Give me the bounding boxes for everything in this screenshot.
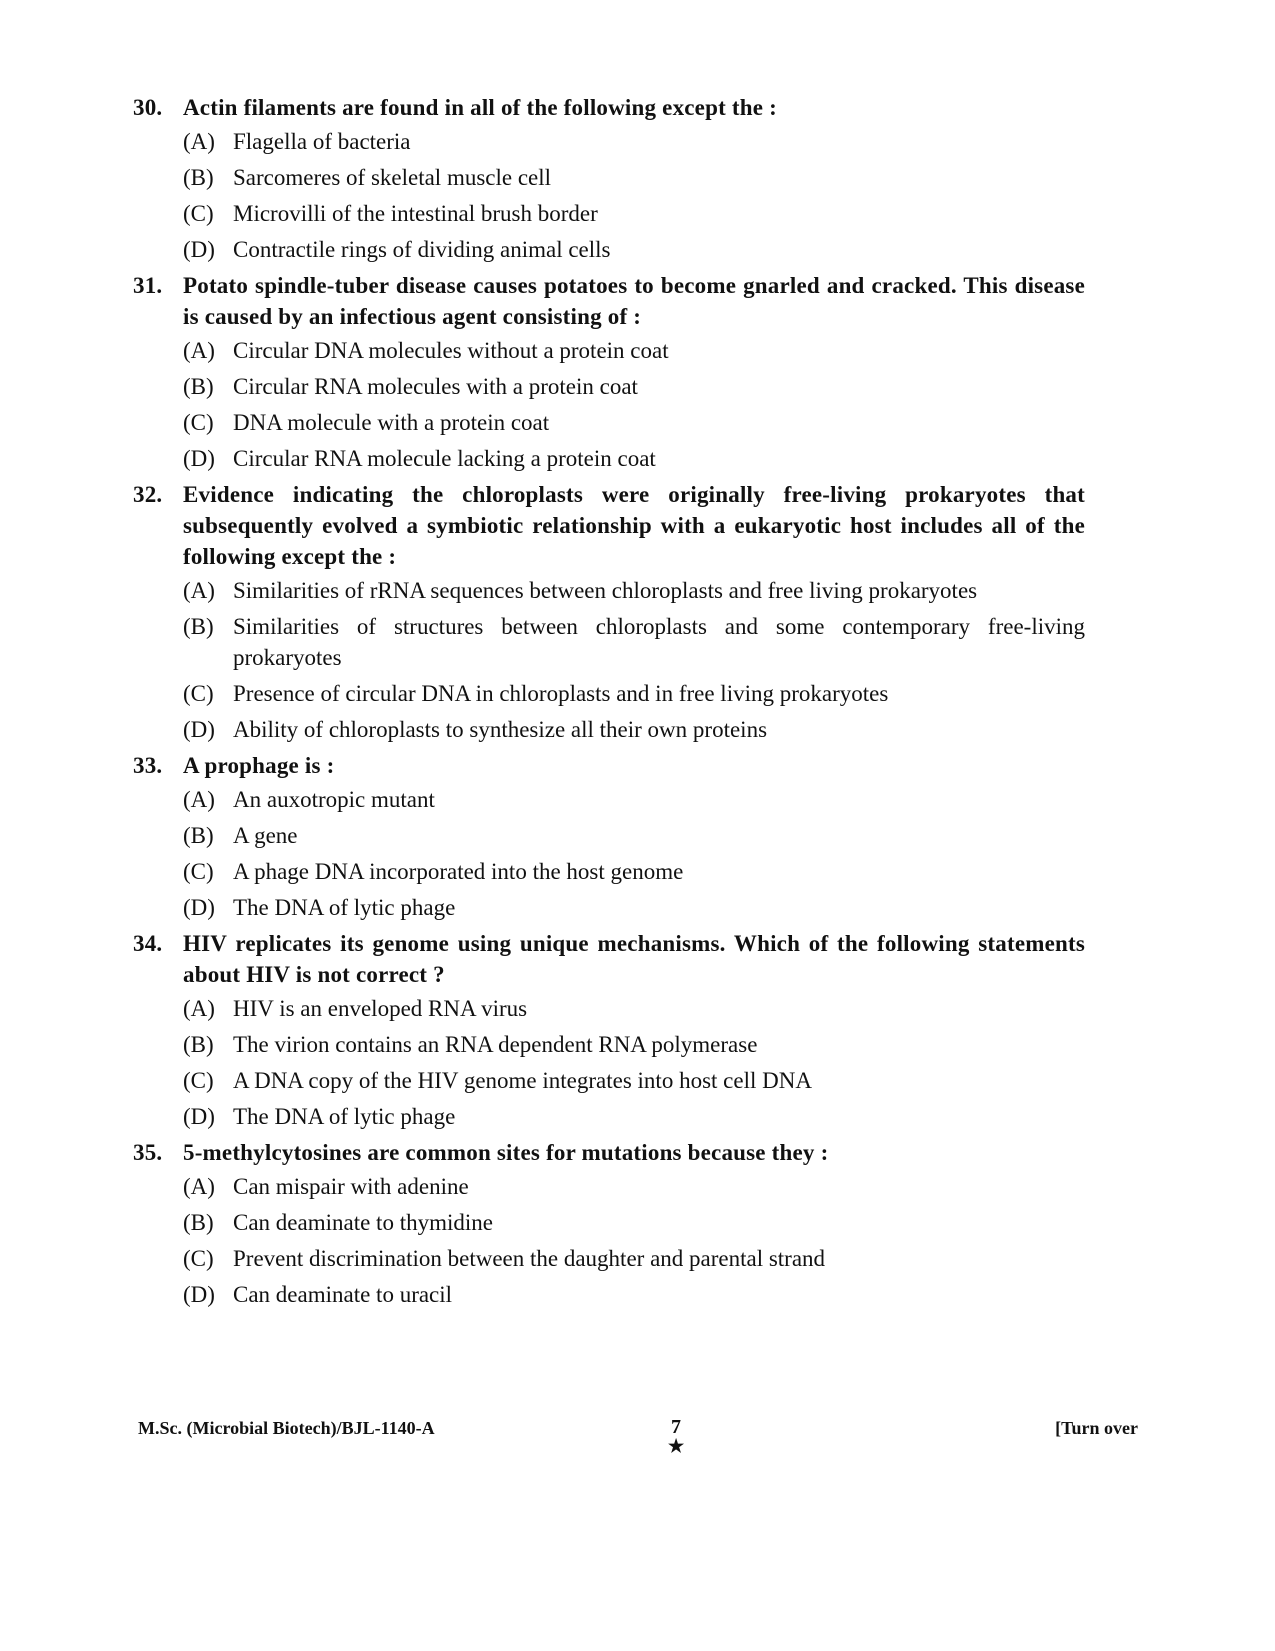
option-a bbox=[183, 993, 1085, 1024]
option-b bbox=[183, 371, 1085, 402]
question-heading bbox=[133, 270, 1085, 332]
option-text: Ability of chloroplasts to synthesize all their own proteins bbox=[233, 717, 768, 742]
option-text: HIV is an enveloped RNA virus bbox=[233, 996, 528, 1021]
option-text: Sarcomeres of skeletal muscle cell bbox=[233, 165, 552, 190]
question-text: 5-methylcytosines are common sites for mutations because they : bbox=[183, 1140, 829, 1165]
option-d bbox=[183, 234, 1085, 265]
option-text: Presence of circular DNA in chloroplasts and in free living prokaryotes bbox=[233, 681, 889, 706]
option-letter: (C) bbox=[183, 201, 214, 226]
option-text: The DNA of lytic phage bbox=[233, 1104, 456, 1129]
question-text: A prophage is : bbox=[183, 753, 335, 778]
page-footer bbox=[138, 1418, 1138, 1458]
question-31 bbox=[133, 270, 1085, 474]
option-text: Can deaminate to thymidine bbox=[233, 1210, 493, 1235]
option-text: Can deaminate to uracil bbox=[233, 1282, 453, 1307]
option-d bbox=[183, 714, 1085, 745]
question-number: 34. bbox=[133, 931, 163, 956]
question-heading bbox=[133, 1137, 1085, 1168]
question-heading bbox=[133, 928, 1085, 990]
question-number: 33. bbox=[133, 753, 163, 778]
option-d bbox=[183, 892, 1085, 923]
option-a bbox=[183, 126, 1085, 157]
question-text: HIV replicates its genome using unique mechanisms. Which of the following statements about HIV is not correct ? bbox=[183, 931, 1085, 987]
option-letter: (A) bbox=[183, 129, 215, 154]
option-letter: (B) bbox=[183, 374, 214, 399]
question-34 bbox=[133, 928, 1085, 1132]
option-letter: (C) bbox=[183, 410, 214, 435]
option-text: Flagella of bacteria bbox=[233, 129, 411, 154]
question-heading bbox=[133, 479, 1085, 572]
option-b bbox=[183, 820, 1085, 851]
option-text: Can mispair with adenine bbox=[233, 1174, 469, 1199]
question-text: Potato spindle-tuber disease causes potatoes to become gnarled and cracked. This disease is caused by an infectious agent consisting of : bbox=[183, 273, 1085, 329]
option-letter: (D) bbox=[183, 1282, 215, 1307]
question-number: 31. bbox=[133, 273, 163, 298]
option-d bbox=[183, 443, 1085, 474]
option-letter: (C) bbox=[183, 1246, 214, 1271]
option-letter: (D) bbox=[183, 1104, 215, 1129]
option-b bbox=[183, 162, 1085, 193]
option-b bbox=[183, 1029, 1085, 1060]
question-30 bbox=[133, 92, 1085, 265]
option-text: A gene bbox=[233, 823, 298, 848]
question-35 bbox=[133, 1137, 1085, 1310]
option-c bbox=[183, 856, 1085, 887]
option-letter: (A) bbox=[183, 787, 215, 812]
option-c bbox=[183, 1243, 1085, 1274]
option-letter: (B) bbox=[183, 1210, 214, 1235]
question-number: 35. bbox=[133, 1140, 163, 1165]
option-letter: (A) bbox=[183, 996, 215, 1021]
question-text: Actin filaments are found in all of the following except the : bbox=[183, 95, 777, 120]
option-letter: (D) bbox=[183, 895, 215, 920]
question-text: Evidence indicating the chloroplasts were originally free-living prokaryotes that subsequently evolved a symbiotic relationship with a eukaryotic host includes all of the following except the : bbox=[183, 482, 1085, 569]
option-text: Circular RNA molecules with a protein coat bbox=[233, 374, 638, 399]
option-b bbox=[183, 611, 1085, 673]
option-letter: (B) bbox=[183, 614, 214, 639]
option-c bbox=[183, 198, 1085, 229]
option-letter: (C) bbox=[183, 681, 214, 706]
turn-over-label: [Turn over bbox=[1055, 1418, 1138, 1438]
option-text: Similarities of rRNA sequences between chloroplasts and free living prokaryotes bbox=[233, 578, 978, 603]
option-text: Prevent discrimination between the daughter and parental strand bbox=[233, 1246, 826, 1271]
option-text: Circular DNA molecules without a protein coat bbox=[233, 338, 669, 363]
option-text: Microvilli of the intestinal brush border bbox=[233, 201, 598, 226]
option-letter: (D) bbox=[183, 446, 215, 471]
option-d bbox=[183, 1279, 1085, 1310]
option-a bbox=[183, 575, 1085, 606]
question-heading bbox=[133, 750, 1085, 781]
option-letter: (D) bbox=[183, 237, 215, 262]
option-b bbox=[183, 1207, 1085, 1238]
option-d bbox=[183, 1101, 1085, 1132]
option-text: An auxotropic mutant bbox=[233, 787, 435, 812]
question-heading bbox=[133, 92, 1085, 123]
option-letter: (C) bbox=[183, 859, 214, 884]
option-letter: (C) bbox=[183, 1068, 214, 1093]
option-letter: (D) bbox=[183, 717, 215, 742]
star-icon: ★ bbox=[668, 1436, 685, 1456]
page-number: 7 bbox=[671, 1416, 681, 1438]
option-a bbox=[183, 1171, 1085, 1202]
question-number: 32. bbox=[133, 482, 163, 507]
option-text: Similarities of structures between chloroplasts and some contemporary free-living prokaryotes bbox=[233, 614, 1085, 670]
option-letter: (A) bbox=[183, 338, 215, 363]
option-text: A phage DNA incorporated into the host genome bbox=[233, 859, 684, 884]
option-letter: (A) bbox=[183, 578, 215, 603]
option-c bbox=[183, 407, 1085, 438]
question-list bbox=[133, 92, 1085, 1315]
option-a bbox=[183, 335, 1085, 366]
option-c bbox=[183, 678, 1085, 709]
option-letter: (B) bbox=[183, 165, 214, 190]
option-text: A DNA copy of the HIV genome integrates into host cell DNA bbox=[233, 1068, 812, 1093]
question-32 bbox=[133, 479, 1085, 745]
question-33 bbox=[133, 750, 1085, 923]
option-a bbox=[183, 784, 1085, 815]
paper-code: M.Sc. (Microbial Biotech)/BJL-1140-A bbox=[138, 1418, 435, 1438]
option-text: The virion contains an RNA dependent RNA polymerase bbox=[233, 1032, 758, 1057]
option-c bbox=[183, 1065, 1085, 1096]
option-text: The DNA of lytic phage bbox=[233, 895, 456, 920]
option-text: Contractile rings of dividing animal cells bbox=[233, 237, 611, 262]
option-letter: (B) bbox=[183, 1032, 214, 1057]
question-number: 30. bbox=[133, 95, 163, 120]
option-text: Circular RNA molecule lacking a protein coat bbox=[233, 446, 656, 471]
option-text: DNA molecule with a protein coat bbox=[233, 410, 550, 435]
option-letter: (B) bbox=[183, 823, 214, 848]
option-letter: (A) bbox=[183, 1174, 215, 1199]
